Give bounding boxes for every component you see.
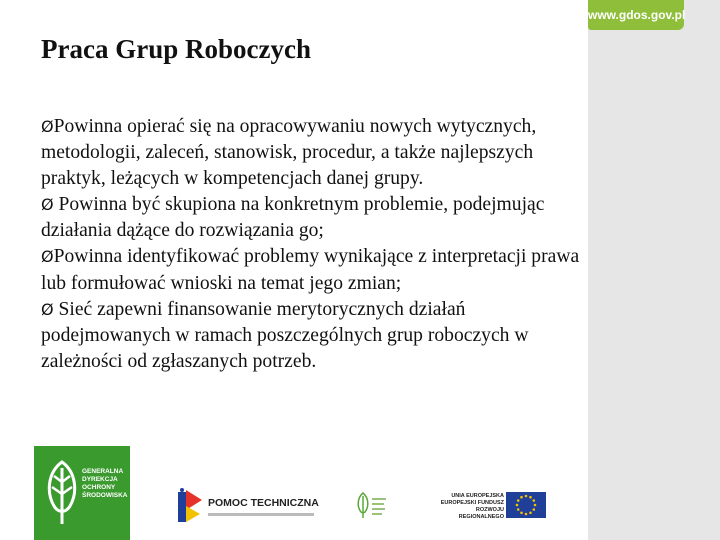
paragraph-3 <box>41 244 586 296</box>
gdos-logo <box>34 446 130 540</box>
pomoc-techniczna-subline <box>208 513 314 516</box>
small-logo-caption-icon <box>372 494 386 518</box>
paragraph-4 <box>41 297 586 375</box>
paragraph-2 <box>41 192 586 244</box>
paragraph-text: Powinna być skupiona na konkretnym problemie, podejmując działania dążące do rozwiązania go; <box>41 194 545 242</box>
paragraph-text: Powinna opierać się na opracowywaniu nowych wytycznych, metodologii, zaleceń, stanowisk, procedur, a także najlepszych praktyk, leżących w kompetencjach danej grupy. <box>41 116 537 190</box>
slide-title: Praca Grup Roboczych <box>41 34 311 64</box>
gdos-logo-text: GENERALNA DYREKCJA OCHRONY ŚRODOWISKA <box>82 468 128 499</box>
arrow-bullet-icon: Ø <box>41 117 54 136</box>
ue-logo-text: UNIA EUROPEJSKA EUROPEJSKI FUNDUSZ ROZWOJU REGIONALNEGO <box>440 493 504 520</box>
paragraph-text: Powinna identyfikować problemy wynikające z interpretacji prawa lub formułować wnioski na temat jego zmian; <box>41 246 580 294</box>
eu-flag-icon <box>506 492 546 518</box>
small-leaf-icon <box>356 491 370 519</box>
arrow-bullet-icon: Ø <box>41 195 54 215</box>
fundusze-europejskie-icon <box>176 486 206 526</box>
gdos-url-badge: www.gdos.gov.pl <box>588 0 684 30</box>
paragraph-1 <box>41 114 586 192</box>
slide-body <box>41 114 586 375</box>
right-sidebar <box>588 0 720 540</box>
pomoc-techniczna-logo-text: POMOC TECHNICZNA <box>208 497 319 509</box>
arrow-bullet-icon: Ø <box>41 299 54 319</box>
leaf-icon <box>40 458 84 528</box>
arrow-bullet-icon: Ø <box>41 247 54 267</box>
paragraph-text: Sieć zapewni finansowanie merytorycznych działań podejmowanych w ramach poszczególnych grup roboczych w zależności od zgłaszanych potrzeb. <box>41 298 529 372</box>
